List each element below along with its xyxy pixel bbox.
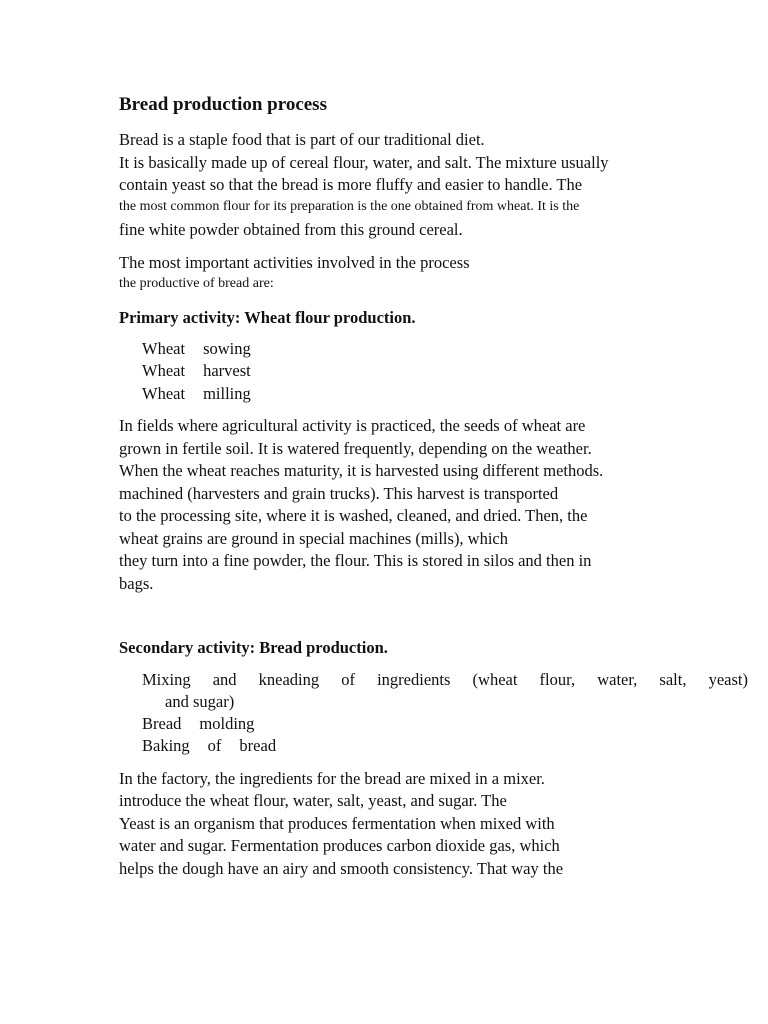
document-title: Bread production process bbox=[119, 94, 327, 115]
secondary-list-item-continuation: and sugar) bbox=[165, 692, 235, 711]
primary-paragraph-line: grown in fertile soil. It is watered frequently, depending on the weather. bbox=[119, 439, 592, 458]
list-word: (wheat bbox=[472, 670, 518, 689]
primary-heading: Primary activity: Wheat flour production. bbox=[119, 308, 416, 327]
secondary-paragraph-line: In the factory, the ingredients for the bread are mixed in a mixer. bbox=[119, 769, 545, 788]
primary-paragraph-line: When the wheat reaches maturity, it is harvested using different methods. bbox=[119, 461, 604, 480]
primary-list-item bbox=[142, 383, 251, 405]
list-word: water, bbox=[597, 670, 638, 689]
primary-paragraph-line: to the processing site, where it is washed, cleaned, and dried. Then, the bbox=[119, 506, 588, 525]
list-word: Mixing bbox=[142, 670, 191, 689]
primary-paragraph-line: they turn into a fine powder, the flour. This is stored in silos and then in bbox=[119, 551, 592, 570]
list-word: kneading bbox=[258, 670, 320, 689]
secondary-paragraph-line: introduce the wheat flour, water, salt, yeast, and sugar. The bbox=[119, 791, 507, 810]
list-word: milling bbox=[203, 384, 251, 403]
activities-intro-line: The most important activities involved in the process bbox=[119, 253, 470, 272]
list-word: Wheat bbox=[142, 384, 186, 403]
intro-line: fine white powder obtained from this ground cereal. bbox=[119, 220, 463, 239]
list-word: Baking bbox=[142, 736, 190, 755]
primary-paragraph-line: bags. bbox=[119, 574, 154, 593]
secondary-paragraph-line: helps the dough have an airy and smooth consistency. That way the bbox=[119, 859, 564, 878]
list-word: of bbox=[207, 736, 222, 755]
activities-intro-line: the productive of bread are: bbox=[119, 276, 274, 291]
secondary-list-item-mixing bbox=[142, 669, 748, 691]
list-word: ingredients bbox=[377, 670, 451, 689]
secondary-paragraph-line: water and sugar. Fermentation produces carbon dioxide gas, which bbox=[119, 836, 560, 855]
secondary-paragraph-line: Yeast is an organism that produces fermentation when mixed with bbox=[119, 814, 555, 833]
list-word: Wheat bbox=[142, 361, 186, 380]
list-word: harvest bbox=[203, 361, 251, 380]
intro-line: contain yeast so that the bread is more fluffy and easier to handle. The bbox=[119, 175, 583, 194]
secondary-list-item bbox=[142, 713, 254, 735]
primary-paragraph-line: wheat grains are ground in special machines (mills), which bbox=[119, 529, 509, 548]
secondary-list-item bbox=[142, 735, 276, 757]
primary-paragraph-line: machined (harvesters and grain trucks). This harvest is transported bbox=[119, 484, 559, 503]
secondary-heading: Secondary activity: Bread production. bbox=[119, 638, 388, 657]
list-word: bread bbox=[239, 736, 277, 755]
list-word: Bread bbox=[142, 714, 182, 733]
primary-list-item bbox=[142, 360, 251, 382]
list-word: yeast) bbox=[708, 670, 748, 689]
primary-paragraph-line: In fields where agricultural activity is practiced, the seeds of wheat are bbox=[119, 416, 586, 435]
intro-line: It is basically made up of cereal flour, water, and salt. The mixture usually bbox=[119, 153, 609, 172]
intro-line: Bread is a staple food that is part of our traditional diet. bbox=[119, 130, 485, 149]
primary-list-item bbox=[142, 338, 251, 360]
list-word: molding bbox=[199, 714, 255, 733]
list-word: and bbox=[212, 670, 237, 689]
list-word: flour, bbox=[539, 670, 576, 689]
list-word: salt, bbox=[659, 670, 687, 689]
list-word: of bbox=[341, 670, 355, 689]
list-word: Wheat bbox=[142, 339, 186, 358]
list-word: sowing bbox=[203, 339, 251, 358]
intro-line: the most common flour for its preparation is the one obtained from wheat. It is the bbox=[119, 199, 580, 214]
